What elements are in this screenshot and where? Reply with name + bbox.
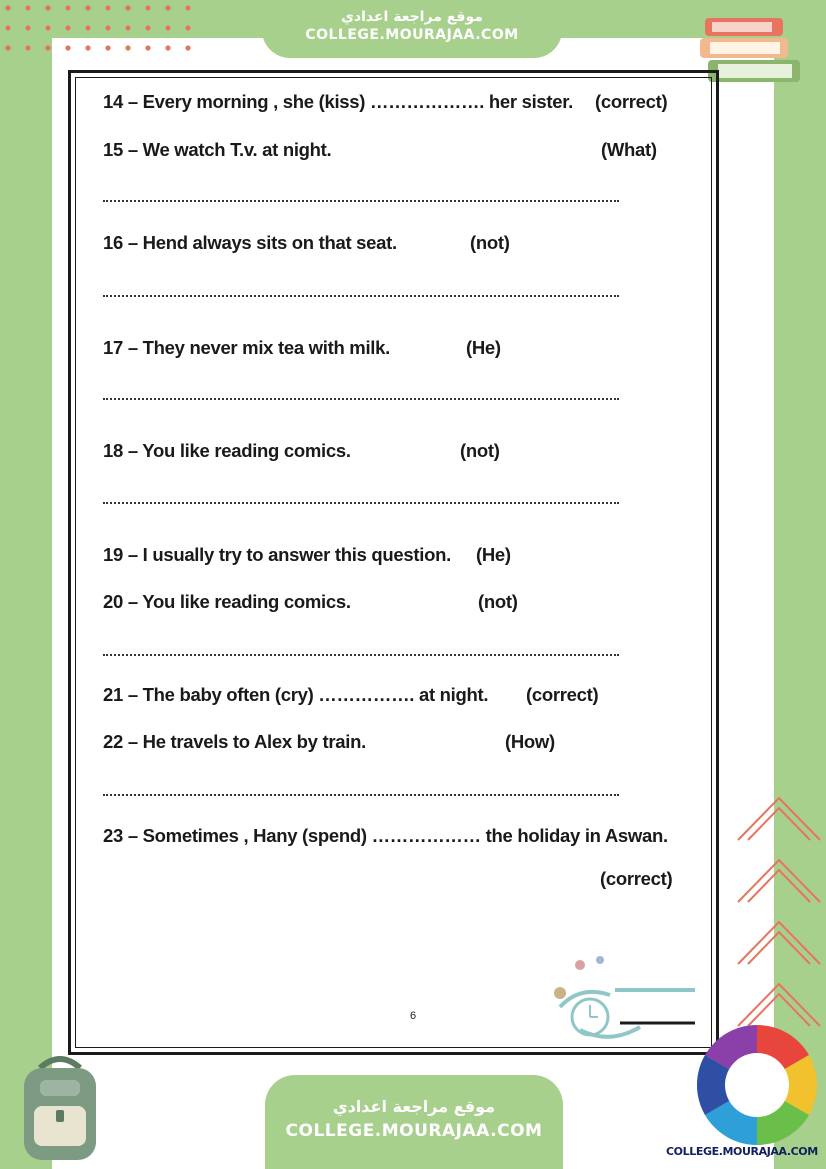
site-logo-icon [694,1022,820,1148]
answer-line-22[interactable] [103,794,619,796]
question-15-hint: (What) [601,139,657,160]
answer-line-17[interactable] [103,398,619,400]
question-16: 16 – Hend always sits on that seat. [103,232,397,253]
question-14-hint: (correct) [595,91,668,112]
question-17: 17 – They never mix tea with milk. [103,337,390,358]
question-20: 20 – You like reading comics. [103,591,351,612]
header-url[interactable]: COLLEGE.MOURAJAA.COM [305,27,519,43]
question-15: 15 – We watch T.v. at night. [103,139,332,160]
header-arabic-title: موقع مراجعة اعدادي [341,9,483,25]
question-20-hint: (not) [478,591,518,612]
question-22: 22 – He travels to Alex by train. [103,731,366,752]
question-21: 21 – The baby often (cry) ……………. at night. [103,684,489,705]
question-14: 14 – Every morning , she (kiss) ………………. her sister. [103,91,573,112]
header-banner [262,0,562,58]
question-17-hint: (He) [466,337,501,358]
question-16-hint: (not) [470,232,510,253]
site-logo-text[interactable]: COLLEGE.MOURAJAA.COM [666,1145,818,1158]
backpack-icon [10,1050,110,1165]
chevron-up-icon [734,790,824,1050]
question-23-hint: (correct) [600,868,673,889]
answer-line-18[interactable] [103,502,619,504]
question-19-hint: (He) [476,544,511,565]
footer-url[interactable]: COLLEGE.MOURAJAA.COM [285,1121,543,1141]
footer-banner [265,1075,563,1169]
question-21-hint: (correct) [526,684,599,705]
teacher-logo [540,945,700,1055]
footer-arabic-title: موقع مراجعة اعدادي [332,1097,496,1116]
decorative-dots [0,0,200,60]
question-22-hint: (How) [505,731,555,752]
page-number: 6 [410,1010,417,1022]
question-18-hint: (not) [460,440,500,461]
answer-line-16[interactable] [103,295,619,297]
answer-line-15[interactable] [103,200,619,202]
answer-line-20[interactable] [103,654,619,656]
question-23: 23 – Sometimes , Hany (spend) ……………… the holiday in Aswan. [103,825,668,846]
question-19: 19 – I usually try to answer this question. [103,544,451,565]
question-18: 18 – You like reading comics. [103,440,351,461]
